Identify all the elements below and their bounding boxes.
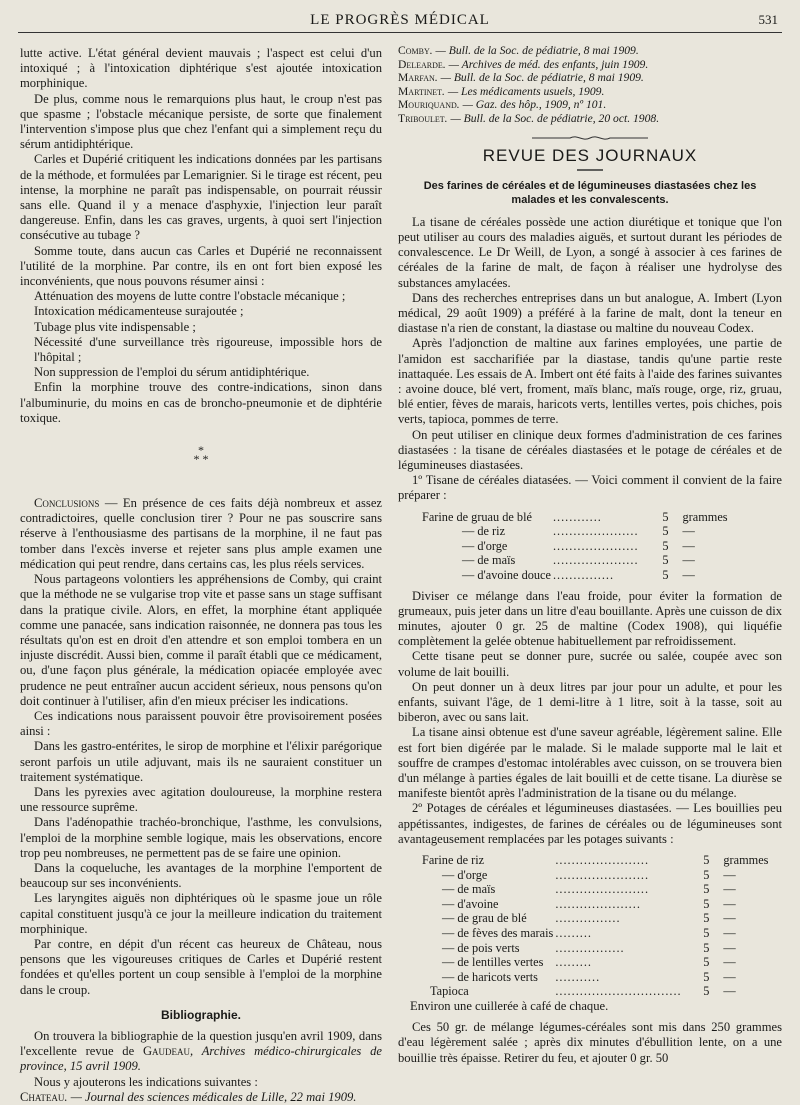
reference-item <box>398 85 782 99</box>
ref-author: Mouriquand <box>398 98 457 112</box>
paragraph: 2º Potages de céréales et légumineuses diastasées. — Les bouillies peu appétissantes, indigestes, de farines de céréales ou de légumineuses sont avantageusement remplacées par les potages suivants : <box>398 801 782 846</box>
quantity: 5 <box>703 853 710 868</box>
ingredient: — d'orge <box>462 538 508 553</box>
unit: — <box>682 553 695 568</box>
paragraph: Dans l'adénopathie trachéo-bronchique, l'asthme, les convulsions, l'emploi de la morphine semble logique, mais les observations, encore trop peu nombreuses, ne permettent pas de se faire une opinion. <box>20 815 382 860</box>
ingredient: — de fèves des marais <box>442 926 554 941</box>
leader-dots: ..................... <box>552 524 639 539</box>
ingredient: — d'orge <box>442 867 488 882</box>
ornament-divider <box>398 132 782 142</box>
leader-dots: ............................... <box>555 984 682 999</box>
page-number: 531 <box>758 12 778 27</box>
quantity: 5 <box>703 955 710 970</box>
section-separator: * * * <box>193 443 209 467</box>
unit: — <box>723 984 736 999</box>
recipe-row <box>422 984 782 999</box>
list-item: Atténuation des moyens de lutte contre l'obstacle mécanique ; <box>34 289 346 304</box>
paragraph: De plus, comme nous le remarquions plus haut, le croup n'est pas que spasme ; l'obstacle mécanique persiste, de sorte que finalement l'intervention s'impose plus que chez l'enfant qui a simplement reçu du sérum antidiphtérique. <box>20 91 382 152</box>
ingredient: — d'avoine douce <box>462 568 551 582</box>
leader-dots: ....................... <box>555 867 650 882</box>
ref-source: . — Gaz. des hôp., 1909, nº 101. <box>456 98 607 112</box>
unit: — <box>682 524 695 539</box>
leader-dots: ..................... <box>552 538 639 553</box>
paragraph: Nous partageons volontiers les appréhensions de Comby, qui craint que la méthode ne se vulgarise trop vite et passe sans un stage suffisant dans la pratique civile. Alors, en effet, la morphine étant appliquée comme une panacée, sans indication raisonnée, ne donnera pas tous les résultats qu'on est en droit d'en attendre et son emploi tombera en un injuste discrédit. Aussi bien, comme il paraît établi que ce médicament, ou, d'une façon plus générale, la médication opiacée employée avec prudence ne peut entraîner aucun accident sérieux, nous pensons qu'on doit continuer à l'utiliser, afin d'en mieux préciser les indications. <box>20 572 382 708</box>
ingredient: — de maïs <box>442 882 496 897</box>
reference-item <box>398 58 782 72</box>
reference-item <box>398 71 782 85</box>
leader-dots: ............ <box>552 509 602 524</box>
paragraph: lutte active. L'état général devient mauvais ; l'aspect est celui d'un intoxiqué ; à l'intoxication diphtérique s'est ajoutée intoxication morphinique. <box>20 46 382 91</box>
unit: — <box>723 896 736 911</box>
ref-source: . — Les médicaments usuels, 1909. <box>442 84 605 98</box>
ingredient: — de riz <box>462 524 506 539</box>
reference-item <box>398 112 782 126</box>
bib-source: . — Journal des sciences médicales de Lille, 22 mai 1909. <box>64 1089 357 1104</box>
paragraph: 1º Tisane de céréales diatasées. — Voici comment il convient de la faire préparer : <box>398 473 782 503</box>
list-item: Intoxication médicamenteuse surajoutée ; <box>34 304 244 319</box>
section-title: REVUE DES JOURNAUX <box>482 145 698 165</box>
unit: — <box>723 969 736 984</box>
quantity: 5 <box>662 568 669 582</box>
recipe-row <box>422 868 782 883</box>
ingredient: Farine de riz <box>422 853 485 868</box>
leader-dots: ......... <box>555 926 592 941</box>
ref-source: . — Bull. de la Soc. de pédiatrie, 20 oct. 1908. <box>444 111 660 125</box>
ref-author: Delearde <box>398 57 443 71</box>
conclusions-text: — En présence de ces faits déjà nombreux et assez contradictoires, quelle conclusion tirer ? Pour ne pas souscrire sans réserve à l'enthousiasme des partisans de la morphine, il ne faut pas tomber dans l'excès inverse et rejeter sans plus ample examen une médication qui peut rendre, dans certains cas, les plus réels services. <box>20 496 382 571</box>
ref-source: . — Bull. de la Soc. de pédiatrie, 8 mai 1909. <box>429 44 639 57</box>
paragraph: La tisane ainsi obtenue est d'une saveur agréable, légèrement saline. Elle est fort bien digérée par le malade. Si le malade supporte mal le lait et souffre de crampes d'estomac intolérables avec cuisson, on se trouvera bien d'un mélange à parties égales de lait bouilli et de cette tisane. La diurèse se manifeste bientôt après l'administration de la tisane ou du mélange. <box>398 725 782 801</box>
recipe-row <box>422 510 743 525</box>
leader-dots: ........... <box>555 969 601 984</box>
recipe-row <box>422 539 743 554</box>
unit: — <box>723 882 736 897</box>
unit: — <box>723 911 736 926</box>
quantity: 5 <box>662 538 669 553</box>
bib-author: Gaudeau <box>142 1044 191 1059</box>
paragraph: Dans les gastro-entérites, le sirop de morphine et l'élixir parégorique seront parfois un utile adjuvant, mais ils ne sauraient constituer un traitement systématique. <box>20 739 382 784</box>
recipe-row <box>422 553 743 568</box>
quantity: 5 <box>662 553 669 568</box>
recipe-row <box>422 524 743 539</box>
bib-source: , Archives médico-chirurgicales de province, 15 avril 1909. <box>20 1044 382 1074</box>
recipe-row <box>422 970 782 985</box>
ref-source: . — Archives de méd. des enfants, juin 1909. <box>442 57 649 71</box>
page-header <box>18 10 782 33</box>
ingredient: — de pois verts <box>442 940 520 955</box>
recipe-row <box>422 853 782 868</box>
bib-text: On trouvera la bibliographie de la question jusqu'en avril 1909, dans l'excellente revue de <box>20 1028 382 1059</box>
paragraph: Ces 50 gr. de mélange légumes-céréales sont mis dans 250 grammes d'eau légèrement salée ; après dix minutes d'ébullition lente, on a une bouillie très épaisse. Retirer du feu, et ajouter 0 gr. 50 <box>398 1020 782 1065</box>
leader-dots: ................ <box>555 911 621 926</box>
ref-author: Martinet <box>398 84 443 98</box>
paragraph: La tisane de céréales possède une action diurétique et tonique que l'on peut utiliser au cours des maladies aiguës, et surtout durant les périodes de convalescence. Le Dr Weill, de Lyon, a songé à associer à ces farines de céréales de la farine de malt, de façon à réaliser une hydrolyse des substances amylacées. <box>398 214 782 290</box>
reference-item <box>398 44 782 58</box>
unit: — <box>723 867 736 882</box>
bib-reference <box>20 1090 382 1105</box>
bibliography-heading: Bibliographie. <box>160 1007 241 1022</box>
recipe-row <box>422 911 782 926</box>
quantity: 5 <box>703 969 710 984</box>
ref-source: . — Bull. de la Soc. de pédiatrie, 8 mai 1909. <box>434 71 644 85</box>
ingredient: — de maïs <box>462 553 516 568</box>
recipe-row <box>422 926 782 941</box>
recipe-row <box>422 941 782 956</box>
leader-dots: ............... <box>552 568 615 582</box>
ingredient: Farine de gruau de blé <box>422 509 532 524</box>
title-dash <box>398 163 782 173</box>
right-column <box>398 44 782 1066</box>
leader-dots: ....................... <box>555 882 650 897</box>
ingredient: — de lentilles vertes <box>442 955 544 970</box>
leader-dots: ..................... <box>552 553 639 568</box>
recipe-row <box>422 955 782 970</box>
left-column <box>20 46 382 1105</box>
recipe-table-tisane <box>422 510 743 583</box>
conclusions-label: Conclusions <box>34 496 100 511</box>
paragraph: Par contre, en dépit d'un récent cas heureux de Château, nous pensons que les vigoureuses critiques de Carles et Dupérié restent fondées et qu'elles portent un coup sensible à l'emploi de la morphine dans le croup. <box>20 936 382 997</box>
leader-dots: ......... <box>555 955 592 970</box>
paragraph: On peut utiliser en clinique deux formes d'administration de ces farines diastasées : la tisane de céréales diastasées et le potage de céréales et de légumineuses diastasées. <box>398 427 782 473</box>
reference-item <box>398 98 782 112</box>
leader-dots: ..................... <box>555 896 641 911</box>
quantity: 5 <box>703 896 710 911</box>
ingredient: — d'avoine <box>442 896 499 911</box>
leader-dots: ................. <box>555 940 625 955</box>
quantity: 5 <box>662 524 669 539</box>
unit: — <box>723 926 736 941</box>
quantity: 5 <box>703 984 710 999</box>
paragraph: Les laryngites aiguës non diphtériques où le spasme joue un rôle capital constituent jusqu'à ce jour la meilleure indication du traitement morphinique. <box>20 891 382 936</box>
list-item: Non suppression de l'emploi du sérum antidiphtérique. <box>34 365 310 380</box>
paragraph: Après l'adjonction de maltine aux farines employées, une partie de l'amidon est saccharifiée par la diastase, tandis qu'une partie reste inattaquée. Les essais de A. Imbert ont été faits à l'aide des farines suivantes : avoine douce, blé vert, froment, maïs blanc, maïs rouge, orge, riz, gruau, blé entier, fèves de marais, haricots verts, lentilles vertes, pois chiches, pois verts, tapioca, pommes de terre. <box>398 336 782 427</box>
unit: — <box>723 940 736 955</box>
quantity: 5 <box>703 911 710 926</box>
recipe-row <box>422 568 743 583</box>
unit: — <box>682 538 695 553</box>
paragraph: On peut donner un à deux litres par jour pour un adulte, et pour les enfants, suivant l'âge, de 1 demi-litre à 1 litre, soit à la tasse, soit au biberon, avec ou sans lait. <box>398 679 782 725</box>
paragraph: Somme toute, dans aucun cas Carles et Dupérié ne reconnaissent l'utilité de la morphine. Par contre, ils en ont fort bien exposé les inconvénients, que nous pouvons résumer ainsi : <box>20 243 382 289</box>
ingredient: — de haricots verts <box>442 969 538 984</box>
ingredient: — de grau de blé <box>442 911 527 926</box>
bibliography-paragraph <box>20 1029 382 1075</box>
ref-author: Comby <box>398 44 430 57</box>
quantity: 5 <box>703 940 710 955</box>
ingredient: Tapioca <box>430 984 469 999</box>
recipe-row <box>422 882 782 897</box>
ref-author: Marfan <box>398 71 435 85</box>
references-list <box>398 44 782 126</box>
paragraph: Enfin la morphine trouve des contre-indications, sinon dans l'albuminurie, du moins en cas de broncho-pneumonie et de diphtérie toxique. <box>20 380 382 425</box>
paragraph: Diviser ce mélange dans l'eau froide, pour éviter la formation de grumeaux, puis jeter dans un litre d'eau bouillante. Après une cuisson de dix minutes, ajouter 0 gr. 25 de maltine (Codex 1908), qui liquéfie complètement la gelée obtenue habituellement par refroidissement. <box>398 588 782 649</box>
quantity: 5 <box>662 509 669 524</box>
list-item: Tubage plus vite indispensable ; <box>34 319 196 334</box>
recipe-note: Environ une cuillerée à café de chaque. <box>410 998 609 1013</box>
recipe-table-potage <box>422 853 782 999</box>
paragraph: Dans la coqueluche, les avantages de la morphine l'emportent de beaucoup sur ses inconvénients. <box>20 860 382 891</box>
quantity: 5 <box>703 926 710 941</box>
unit: — <box>682 568 695 582</box>
unit: — <box>723 955 736 970</box>
paragraph: Nous y ajouterons les indications suivantes : <box>34 1074 258 1089</box>
paragraph: Dans des recherches entreprises dans un but analogue, A. Imbert (Lyon médical, 29 août 1909) a préféré à la farine de malt, dont la teneur en diastase n'a rien de constant, la diastase ou maltine du nouveau Codex. <box>398 290 782 336</box>
recipe-row <box>422 897 782 912</box>
paragraph: Cette tisane peut se donner pure, sucrée ou salée, coupée avec son volume de lait bouilli. <box>398 649 782 679</box>
ref-author: Triboulet <box>398 111 445 125</box>
bib-author: Chateau <box>20 1089 65 1104</box>
unit: grammes <box>682 509 728 524</box>
article-title: Des farines de céréales et de légumineuses diastasées chez les malades et les convalescents. <box>423 179 757 206</box>
paragraph: Ces indications nous paraissent pouvoir être provisoirement posées ainsi : <box>20 708 382 739</box>
paragraph: Carles et Dupérié critiquent les indications données par les partisans de la méthode, et formulées par Lemarignier. Si le tirage est récent, peu intense, la morphine ne paraît pas indispensable, on pourrait réussir sans elle. Quand il y a menace d'asphyxie, l'injection leur paraît dangereuse. Enfin, dans les cas graves, urgents, à quoi sert l'injection consécutive au tubage ? <box>20 152 382 243</box>
journal-title: LE PROGRÈS MÉDICAL <box>310 12 490 28</box>
leader-dots: ....................... <box>555 853 650 868</box>
list-item: Nécessité d'une surveillance très rigoureuse, impossible hors de l'hôpital ; <box>34 334 382 365</box>
quantity: 5 <box>703 867 710 882</box>
unit: grammes <box>723 853 769 868</box>
paragraph: Dans les pyrexies avec agitation douloureuse, la morphine restera une ressource suprême. <box>20 784 382 815</box>
conclusions-paragraph <box>20 496 382 572</box>
quantity: 5 <box>703 882 710 897</box>
